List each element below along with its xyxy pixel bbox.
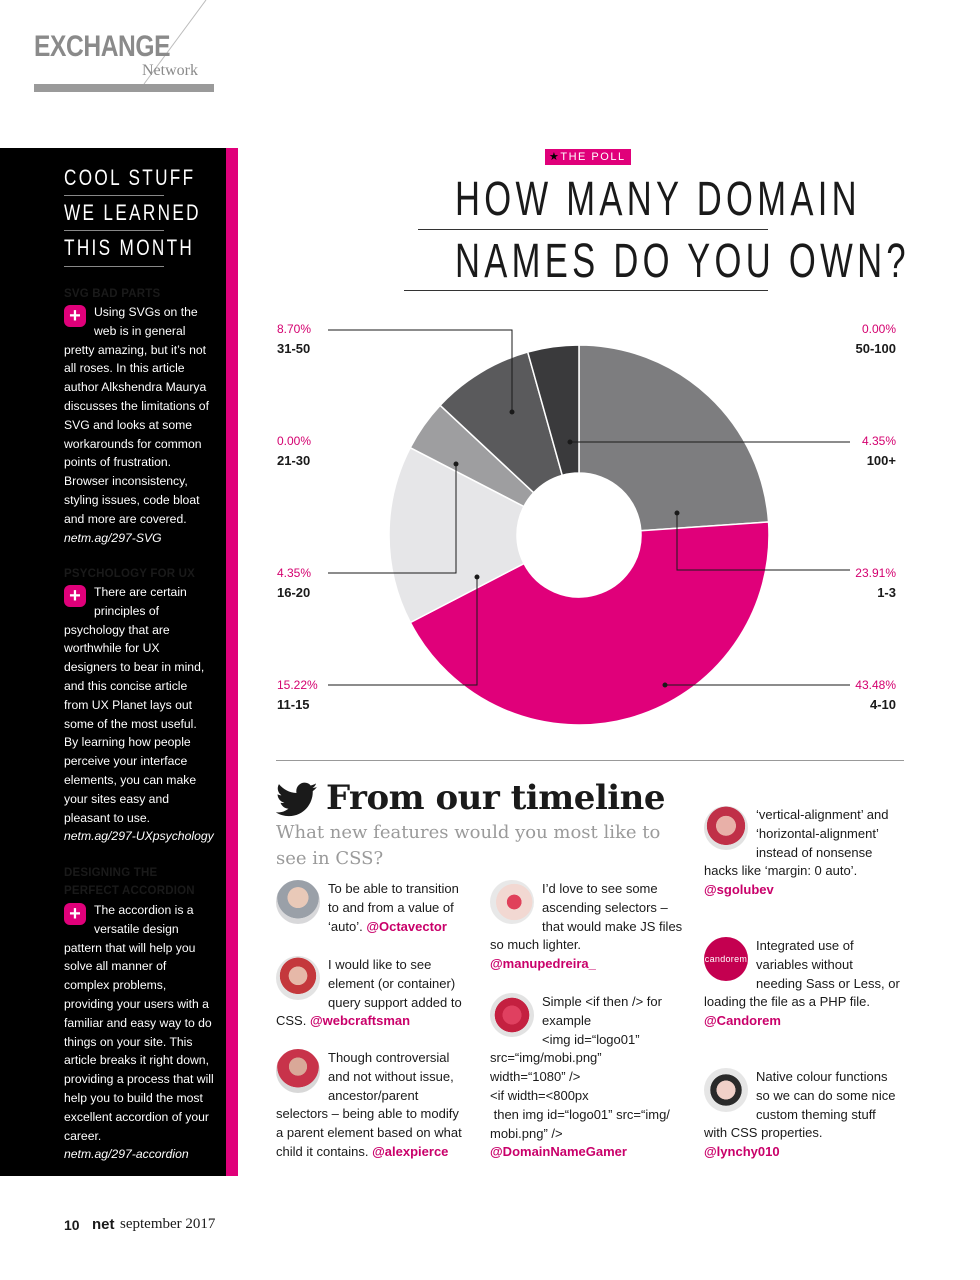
tweet-text-line: <img id=“logo01” [542,1031,640,1047]
tweet-text: I would like to see element (or container) query support added to CSS. [276,957,462,1029]
section-subtitle: Network [142,62,198,79]
donut-slice-1-3 [579,345,769,531]
sidebar-section-title-line: PERFECT ACCORDION [64,885,195,897]
sidebar-section-body [64,901,214,1164]
sidebar-title-line: WE LEARNED [64,200,201,225]
sidebar-section-text: Using SVGs on the web is in general pretty amazing, but it’s not all roses. In this article author Alkshendra Maurya discusses the limitations of SVG and looks at some workarounds for common points of frustration. Browser inconsistency, styling issues, code bloat and more are covered. [64,305,209,526]
plus-icon: + [64,305,86,327]
tweet-card [490,993,686,1162]
sidebar-section-text: The accordion is a versatile design pattern that will help you solve all manner of complex problems, providing your users with a familiar and easy way to do things on your site. This article breaks it right down, providing a process that will help you to build the most excellent accordion of your career. [64,903,214,1143]
tweet-handle[interactable]: @lynchy010 [704,1144,780,1160]
tweet-handle[interactable]: @Octavector [366,918,447,934]
tweet-text-line: mobi.png” /> [490,1125,563,1141]
tweet-text-line: Simple <if then /> for [542,994,662,1009]
slice-range-label: 31-50 [277,341,311,356]
tweet-handle[interactable]: @manupedreira_ [490,956,596,972]
avatar [276,1049,320,1093]
timeline-question: What new features would you most like to see in CSS? [276,822,661,869]
sidebar-section-title [64,864,195,900]
tweet-card [276,1049,468,1162]
slice-range-label: 50-100 [855,341,896,356]
leader-dot [568,440,572,444]
tweet-card [704,806,900,900]
tweet-text: I’d love to see some ascending selectors – that would make JS files so much lighter. [490,881,683,953]
tweet-card [276,880,468,936]
slice-percent-label: 4.35% [861,434,896,448]
footer-issue: september 2017 [120,1216,216,1232]
slice-range-label: 11-15 [277,697,310,712]
section-brand: EXCHANGE [34,30,171,63]
slice-percent-label: 23.91% [855,566,896,580]
leader-dot [475,575,479,579]
slice-range-label: 16-20 [277,585,311,600]
avatar [490,880,534,924]
tweet-text-line: then img id=“logo01” src=“img/ [490,1106,670,1122]
leader-dot [675,511,679,515]
poll-title-line: NAMES DO YOU OWN? [454,235,910,288]
tweet-handle[interactable]: @alexpierce [372,1143,449,1159]
tweet-text-line: src=“img/mobi.png” [490,1050,602,1066]
tweet-handle[interactable]: @DomainNameGamer [490,1144,627,1160]
slice-percent-label: 15.22% [277,678,318,692]
leader-dot [454,462,458,466]
slice-percent-label: 8.70% [277,322,312,336]
tweet-text-line: <if width=<800px [490,1087,589,1103]
tweet-text: ‘vertical-alignment’ and ‘horizontal-alignment’ instead of nonsense hacks like ‘margin: 0 auto’. [704,807,889,879]
section-divider [276,760,904,761]
plus-icon: + [64,585,86,607]
slice-range-label: 100+ [866,453,896,468]
tweet-handle[interactable]: @sgolubev [704,882,774,898]
avatar-candorem: candorem [704,937,748,981]
sidebar-section-link[interactable]: netm.ag/297-UXpsychology [64,829,214,844]
avatar [490,993,534,1037]
slice-percent-label: 0.00% [861,322,896,336]
tweet-card [276,956,468,1031]
slice-range-label: 1-3 [877,585,896,600]
tweet-card [704,937,900,1031]
sidebar-section-title: SVG BAD PARTS [64,288,161,300]
sidebar-title-line: THIS MONTH [64,235,195,260]
avatar [704,806,748,850]
tweet-card [704,1068,900,1162]
tweet-text: To be able to transition to and from a value of ‘auto’. [328,881,459,934]
tweet-text-line: width=“1080” /> [490,1069,581,1085]
avatar [704,1068,748,1112]
twitter-bird-icon [276,782,318,818]
slice-percent-label: 43.48% [855,678,896,692]
sidebar-section-title: PSYCHOLOGY FOR UX [64,568,195,580]
plus-icon: + [64,903,86,925]
leader-dot [510,410,514,414]
avatar [276,880,320,924]
slice-range-label: 21-30 [277,453,311,468]
sidebar-section-text: There are certain principles of psychology that are worthwhile for UX designers to bear in mind, and this concise article from UX Planet lays out some of the most useful. By learning how people perceive your interface elements, you can make your sites easy and pleasant to use. [64,585,205,825]
poll-badge-label: THE POLL [560,151,626,163]
tweet-handle[interactable]: @Candorem [704,1013,781,1029]
slice-percent-label: 0.00% [277,434,312,448]
leader-dot [663,683,667,687]
tweet-text-line: example [542,1012,592,1028]
sidebar-section-link[interactable]: netm.ag/297-SVG [64,530,162,545]
slice-range-label: 4-10 [869,697,896,712]
timeline-title: From our timeline [326,778,666,818]
sidebar-section-title-line: DESIGNING THE [64,867,158,879]
sidebar-title-line: COOL STUFF [64,165,196,190]
slice-percent-label: 4.35% [277,566,312,580]
tweet-text: Integrated use of variables without needing Sass or Less, or loading the file as a PHP file. [704,938,900,1010]
footer-brand: net [92,1216,115,1233]
sidebar-section-link[interactable]: netm.ag/297-accordion [64,1147,189,1162]
poll-title-line: HOW MANY DOMAIN [454,173,861,226]
avatar [276,956,320,1000]
tweet-text: Native colour functions so we can do some nice custom theming stuff with CSS properties. [704,1069,896,1141]
star-icon: ★ [549,151,561,163]
tweet-handle[interactable]: @webcraftsman [309,1013,411,1029]
tweet-card [490,880,686,974]
tweet-text: Though controversial and not without issue, ancestor/parent selectors – being able to modify a parent element based on what child it contains. [276,1050,462,1159]
page-number: 10 [64,1217,80,1233]
